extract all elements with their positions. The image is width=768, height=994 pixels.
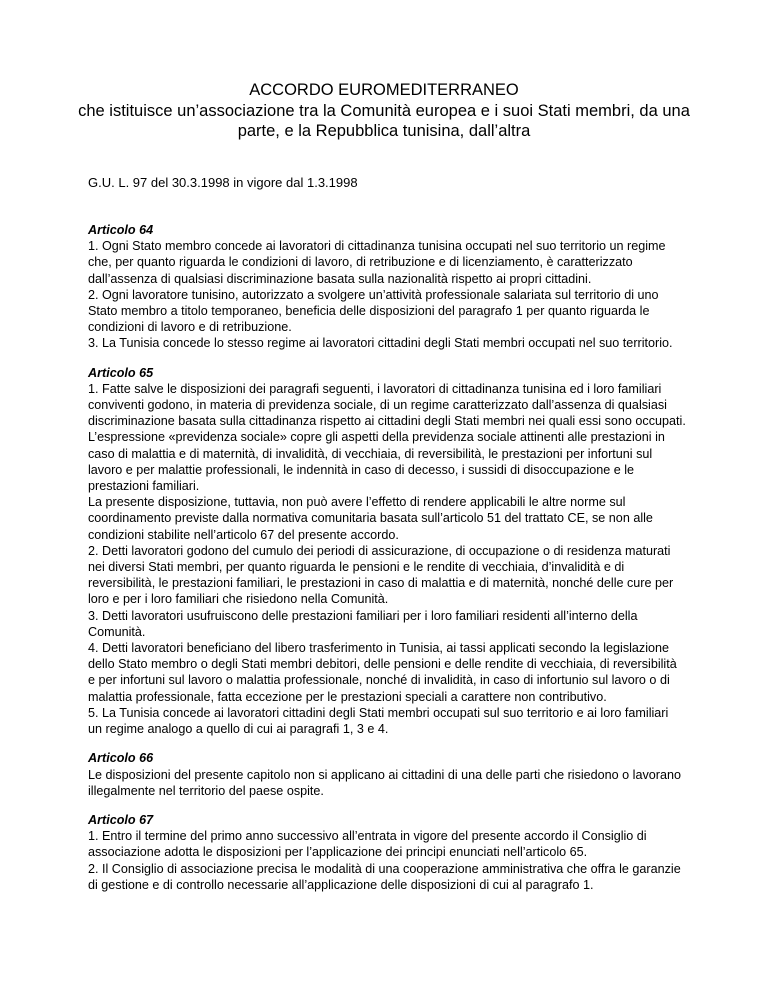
article-text-line: di gestione e di controllo necessarie all’applicazione delle disposizioni di cui al paragrafo 1. [88,877,594,892]
article-section [88,812,692,893]
article-text-line: 1. Fatte salve le disposizioni dei paragrafi seguenti, i lavoratori di cittadinanza tunisina ed i loro familiari [88,381,662,396]
article-text-line: caso di malattia e di maternità, di invalidità, di vecchiaia, di reversibilità, le prestazioni per infortuni sul [88,446,653,461]
article-text-line: dall’assenza di qualsiasi discriminazione basata sulla nazionalità rispetto ai propri cittadini. [88,271,592,286]
article-heading: Articolo 64 [88,223,154,237]
article-section [88,365,692,738]
article-text-line: reversibilità, le prestazioni familiari, le prestazioni in caso di malattia e di maternità, nonché delle cure per [88,576,674,591]
article-text-line: illegalmente nel territorio del paese ospite. [88,783,324,798]
article-text-line: La presente disposizione, tuttavia, non può avere l’effetto di rendere applicabili le altre norme sul [88,495,626,510]
article-text-line: associazione adotta le disposizioni per l’applicazione dei principi enunciati nell’articolo 65. [88,845,588,860]
article-text-line: malattia professionale, fatta eccezione per le prestazioni speciali a carattere non contributivo. [88,689,607,704]
article-text-line: Stato membro a titolo temporaneo, beneficia delle disposizioni del paragrafo 1 per quanto riguarda le [88,304,650,319]
article-text-line: un regime analogo a quello di cui ai paragrafi 1, 3 e 4. [88,722,389,737]
article-text-line: 2. Ogni lavoratore tunisino, autorizzato a svolgere un’attività professionale salariata sul territorio di uno [88,287,659,302]
article-text-line: condizioni stabilite nell’articolo 67 del presente accordo. [88,527,399,542]
gazette-reference: G.U. L. 97 del 30.3.1998 in vigore dal 1.3.1998 [88,175,358,190]
article-text-line: Le disposizioni del presente capitolo non si applicano ai cittadini di una delle parti che risiedono o lavorano [88,767,681,782]
article-text-line: Comunità. [88,624,146,639]
article-heading: Articolo 65 [88,365,154,380]
article-text-line: 2. Detti lavoratori godono del cumulo dei periodi di assicurazione, di occupazione o di residenza maturati [88,543,671,558]
article-text-line: coordinamento previste dalla normativa comunitaria basata sull’articolo 51 del trattato CE, se non alle [88,511,653,526]
article-text-line: lavoro e per malattie professionali, le indennità in caso di decesso, i sussidi di disoccupazione e le [88,462,635,477]
articles-body [88,222,692,906]
article-text-line: 3. Detti lavoratori usufruiscono delle prestazioni familiari per i loro familiari residenti all’interno della [88,608,638,623]
article-section [88,222,692,352]
article-text-line: 1. Ogni Stato membro concede ai lavoratori di cittadinanza tunisina occupati nel suo territorio un regime [88,239,666,254]
article-heading: Articolo 67 [88,812,154,827]
article-text-line: 2. Il Consiglio di associazione precisa le modalità di una cooperazione amministrativa che offra le garanzie [88,861,681,876]
document-title [60,80,708,142]
article-heading: Articolo 66 [88,751,154,766]
article-text-line: L’espressione «previdenza sociale» copre gli aspetti della previdenza sociale attinenti alle prestazioni in [88,430,665,445]
article-text-line: 1. Entro il termine del primo anno successivo all’entrata in vigore del presente accordo il Consiglio di [88,829,647,844]
article-text-line: nei diversi Stati membri, per quanto riguarda le pensioni e le rendite di vecchiaia, d’invalidità e di [88,560,625,575]
article-text-line: discriminazione basata sulla cittadinanza rispetto ai cittadini degli Stati membri nei quali essi sono occupati. [88,414,686,429]
article-text-line: 3. La Tunisia concede lo stesso regime ai lavoratori cittadini degli Stati membri occupati nel suo territorio. [88,336,673,351]
title-line-3: parte, e la Repubblica tunisina, dall’altra [237,122,531,140]
article-section [88,750,692,799]
title-line-2: che istituisce un’associazione tra la Comunità europea e i suoi Stati membri, da una [78,101,690,120]
article-text-line: e per infortuni sul lavoro o malattia professionale, nonché di invalidità, in caso di infortunio sul lavoro o di [88,673,670,688]
article-text-line: che, per quanto riguarda le condizioni di lavoro, di retribuzione e di licenziamento, è caratterizzato [88,255,633,270]
title-line-1: ACCORDO EUROMEDITERRANEO [249,81,519,99]
article-text-line: dello Stato membro o degli Stati membri debitori, delle pensioni e delle rendite di vecchiaia, di reversibilità [88,657,677,672]
article-text-line: prestazioni familiari. [88,479,200,494]
article-text-line: 5. La Tunisia concede ai lavoratori cittadini degli Stati membri occupati sul suo territorio e ai loro familiari [88,705,669,720]
article-text-line: loro e per i loro familiari che risiedono nella Comunità. [88,592,389,607]
article-text-line: conviventi godono, in materia di previdenza sociale, di un regime caratterizzato dall’assenza di qualsiasi [88,398,667,413]
article-text-line: 4. Detti lavoratori beneficiano del libero trasferimento in Tunisia, ai tassi applicati secondo la legislazione [88,641,670,656]
article-text-line: condizioni di lavoro e di retribuzione. [88,320,292,335]
